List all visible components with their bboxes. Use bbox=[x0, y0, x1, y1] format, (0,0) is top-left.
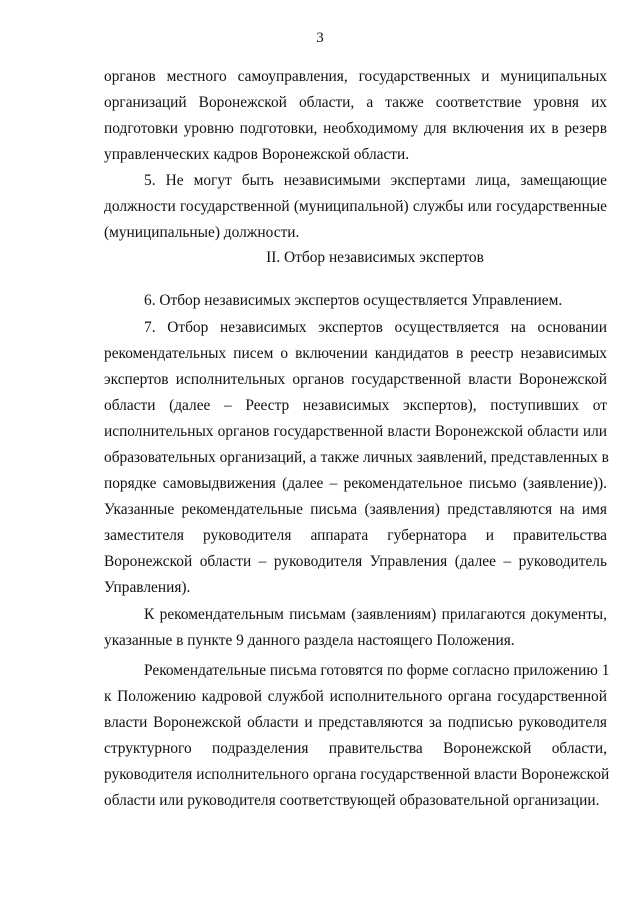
text-line: экспертов исполнительных органов государственной власти Воронежской bbox=[104, 371, 607, 388]
text-line: области (далее – Реестр независимых экспертов), поступивших от bbox=[104, 397, 607, 414]
text-line: управленческих кадров Воронежской области. bbox=[104, 146, 410, 163]
text-line: организаций Воронежской области, а также соответствие уровня их bbox=[104, 94, 607, 111]
text-line: образовательных организаций, а также личных заявлений, представленных в bbox=[104, 449, 609, 466]
text-line: исполнительных органов государственной власти Воронежской области или bbox=[104, 423, 607, 440]
text-line: подготовки уровню подготовки, необходимому для включения их в резерв bbox=[104, 120, 607, 137]
text-line: 5. Не могут быть независимыми экспертами лица, замещающие bbox=[144, 172, 607, 189]
text-line: Рекомендательные письма готовятся по форме согласно приложению 1 bbox=[144, 662, 610, 679]
text-line: Указанные рекомендательные письма (заявления) представляются на имя bbox=[104, 501, 607, 518]
text-line: структурного подразделения правительства Воронежской области, bbox=[104, 740, 607, 757]
text-line: порядке самовыдвижения (далее – рекомендательное письмо (заявление)). bbox=[104, 475, 607, 492]
section-heading: II. Отбор независимых экспертов bbox=[266, 249, 484, 266]
text-line: заместителя руководителя аппарата губернатора и правительства bbox=[104, 527, 607, 544]
text-line: к Положению кадровой службой исполнительного органа государственной bbox=[104, 688, 607, 705]
text-line: органов местного самоуправления, государственных и муниципальных bbox=[104, 68, 607, 85]
text-line: К рекомендательным письмам (заявлениям) прилагаются документы, bbox=[144, 606, 607, 623]
text-line: 6. Отбор независимых экспертов осуществляется Управлением. bbox=[144, 292, 563, 309]
text-line: Воронежской области – руководителя Управления (далее – руководитель bbox=[104, 553, 607, 570]
text-line: области или руководителя соответствующей образовательной организации. bbox=[104, 792, 600, 809]
text-line: руководителя исполнительного органа государственной власти Воронежской bbox=[104, 766, 610, 783]
text-line: (муниципальные) должности. bbox=[104, 224, 300, 241]
text-line: рекомендательных писем о включении кандидатов в реестр независимых bbox=[104, 345, 607, 362]
text-line: указанные в пункте 9 данного раздела настоящего Положения. bbox=[104, 632, 515, 649]
text-line: 7. Отбор независимых экспертов осуществляется на основании bbox=[144, 319, 607, 336]
text-line: должности государственной (муниципальной) службы или государственные bbox=[104, 198, 607, 215]
page-number: 3 bbox=[316, 30, 324, 46]
text-line: Управления). bbox=[104, 579, 191, 596]
text-line: власти Воронежской области и представляются за подписью руководителя bbox=[104, 714, 607, 731]
